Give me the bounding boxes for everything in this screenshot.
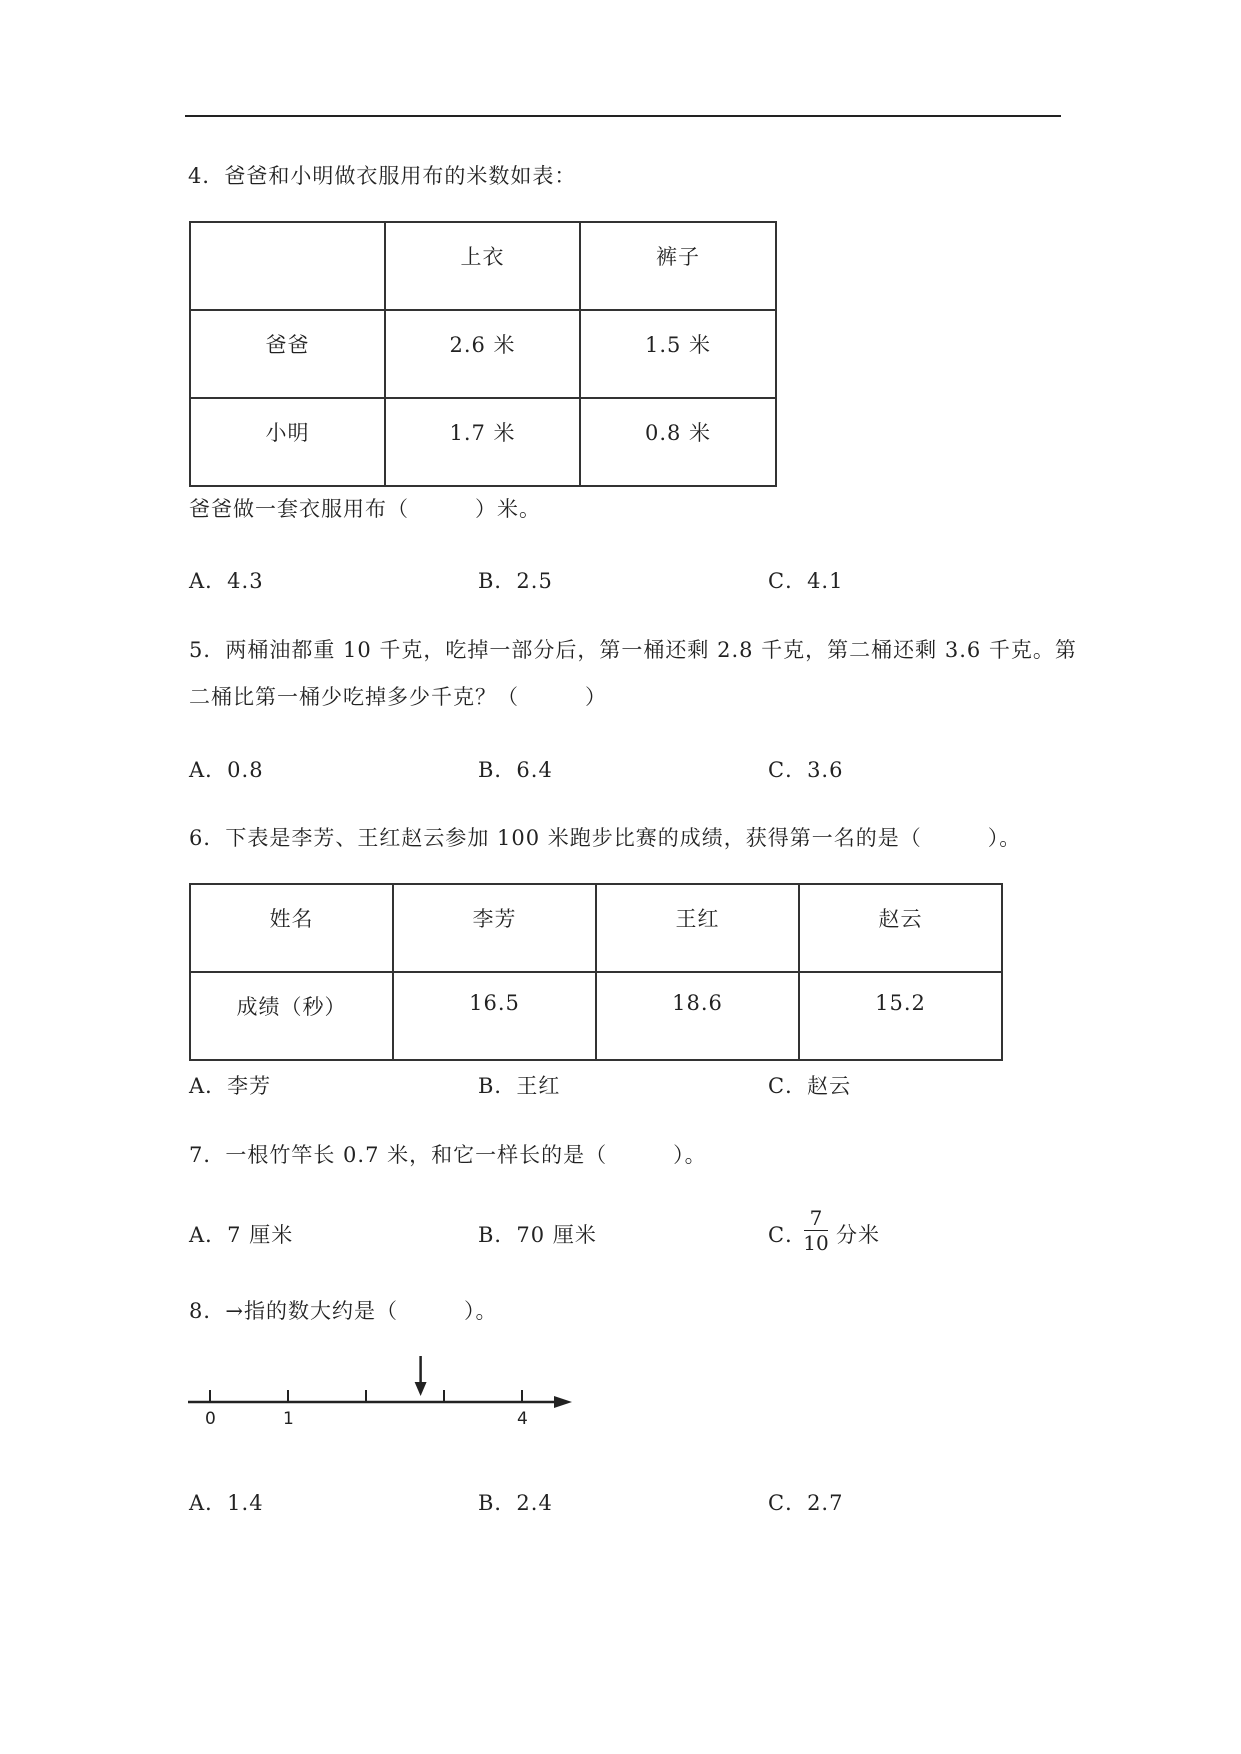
- q5-stem-line1: 5．两桶油都重 10 千克，吃掉一部分后，第一桶还剩 2.8 千克，第二桶还剩 3.6 千克。第: [189, 638, 1077, 662]
- q5-option-a[interactable]: A．0.8: [189, 758, 264, 782]
- q8-option-c[interactable]: C．2.7: [768, 1491, 844, 1515]
- table-cell: 小明: [190, 398, 385, 486]
- q6-table: [189, 883, 1003, 1061]
- q5-option-c[interactable]: C．3.6: [768, 758, 844, 782]
- pointer-head: [415, 1382, 427, 1396]
- table-row: [190, 398, 776, 486]
- table-cell: 上衣: [385, 222, 580, 310]
- q6-option-c[interactable]: C．赵云: [768, 1074, 852, 1098]
- table-cell: 1.7 米: [385, 398, 580, 486]
- q5-stem-line2: 二桶比第一桶少吃掉多少千克？（ ）: [189, 685, 607, 709]
- table-row: [190, 222, 776, 310]
- q7-stem: 7．一根竹竿长 0.7 米，和它一样长的是（ ）。: [189, 1143, 707, 1167]
- table-cell: 赵云: [799, 884, 1002, 972]
- number-line-tick-label: 4: [517, 1409, 528, 1429]
- table-cell: 王红: [596, 884, 799, 972]
- number-line-tick-label: 1: [283, 1409, 294, 1429]
- table-cell: 裤子: [580, 222, 776, 310]
- table-cell: 18.6: [596, 972, 799, 1060]
- table-cell: 成绩（秒）: [190, 972, 393, 1060]
- table-cell: 姓名: [190, 884, 393, 972]
- table-row: [190, 310, 776, 398]
- q6-option-a[interactable]: A．李芳: [189, 1074, 272, 1098]
- fraction-denominator: 10: [803, 1231, 829, 1255]
- table-cell: 李芳: [393, 884, 596, 972]
- q4-table: [189, 221, 777, 487]
- fraction-numerator: 7: [809, 1206, 823, 1230]
- q4-option-c[interactable]: C．4.1: [768, 569, 844, 593]
- number-line-ticks: [210, 1390, 522, 1402]
- number-line: [180, 1352, 580, 1432]
- q7-option-c-fraction: [802, 1206, 830, 1255]
- table-cell: 16.5: [393, 972, 596, 1060]
- q7-option-b[interactable]: B．70 厘米: [478, 1223, 597, 1247]
- q5-option-b[interactable]: B．6.4: [478, 758, 553, 782]
- table-cell: 0.8 米: [580, 398, 776, 486]
- header-rule: [185, 115, 1061, 117]
- q4-question: 爸爸做一套衣服用布（ ）米。: [189, 497, 541, 521]
- q4-option-b[interactable]: B．2.5: [478, 569, 553, 593]
- table-cell: [190, 222, 385, 310]
- down-arrow-icon: [415, 1356, 427, 1396]
- table-row: [190, 972, 1002, 1060]
- q7-option-a[interactable]: A．7 厘米: [189, 1223, 294, 1247]
- q4-stem: 4．爸爸和小明做衣服用布的米数如表：: [188, 164, 577, 188]
- table-cell: 15.2: [799, 972, 1002, 1060]
- q6-option-b[interactable]: B．王红: [478, 1074, 561, 1098]
- number-line-arrowhead: [554, 1396, 572, 1408]
- number-line-tick-label: 0: [205, 1409, 216, 1429]
- q7-option-c-unit: 分米: [836, 1223, 880, 1247]
- table-cell: 2.6 米: [385, 310, 580, 398]
- q8-stem: 8．→指的数大约是（ ）。: [189, 1299, 498, 1323]
- table-cell: 爸爸: [190, 310, 385, 398]
- table-row: [190, 884, 1002, 972]
- number-line-labels: [205, 1409, 528, 1429]
- table-cell: 1.5 米: [580, 310, 776, 398]
- q7-option-c-label: C．: [768, 1223, 808, 1247]
- q8-option-a[interactable]: A．1.4: [189, 1491, 264, 1515]
- q8-option-b[interactable]: B．2.4: [478, 1491, 553, 1515]
- q6-stem: 6．下表是李芳、王红赵云参加 100 米跑步比赛的成绩，获得第一名的是（ ）。: [189, 826, 1022, 850]
- q4-option-a[interactable]: A．4.3: [189, 569, 264, 593]
